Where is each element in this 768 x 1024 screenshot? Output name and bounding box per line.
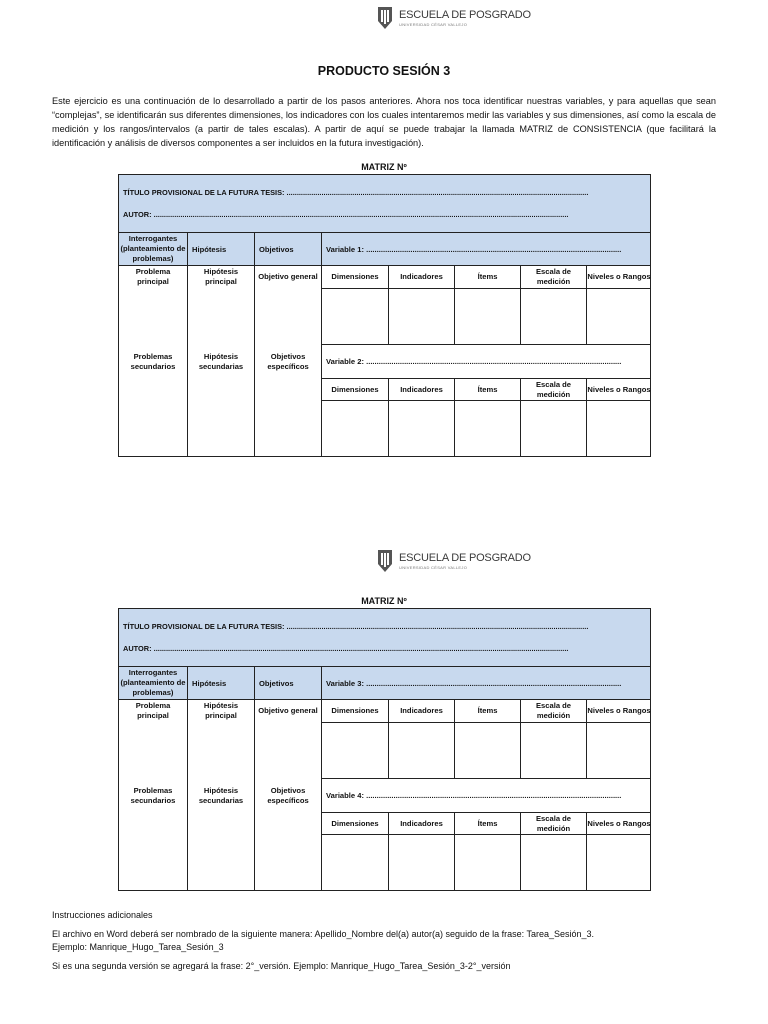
col-header-objetivos: Objetivos	[254, 232, 321, 266]
left-col-objetivos	[254, 266, 321, 456]
sub-header-dimensiones: Dimensiones	[331, 272, 379, 281]
col-header-hipotesis: Hipótesis	[187, 232, 254, 266]
sub-header-items: Ítems	[454, 378, 520, 400]
data-cell[interactable]	[388, 722, 454, 778]
data-cell[interactable]	[586, 400, 651, 456]
sub-header-escala: Escala de medición	[520, 378, 586, 400]
variable-b-field[interactable]: Variable 2: .........................................................................................................................	[322, 344, 651, 378]
logo-name: ESCUELA DE POSGRADO	[399, 8, 531, 21]
matrix-header-box	[119, 175, 650, 232]
sub-header-items: Ítems	[454, 266, 520, 288]
variable-b-field[interactable]: Variable 4: .........................................................................................................................	[322, 778, 651, 812]
variable-a-field[interactable]: Variable 1: .........................................................................................................................	[321, 232, 650, 266]
left-col-hipotesis	[187, 700, 254, 890]
sub-header-escala: Escala de medición	[520, 700, 586, 722]
shield-icon	[377, 549, 393, 573]
data-cell[interactable]	[520, 834, 586, 890]
data-cell[interactable]	[388, 288, 454, 344]
sub-header-niveles: Niveles o Rangos	[586, 812, 651, 834]
school-logo	[377, 549, 531, 573]
data-cell[interactable]	[454, 834, 520, 890]
matrix-label: MATRIZ Nº	[361, 162, 407, 172]
data-cell[interactable]	[322, 400, 388, 456]
hipotesis-principal-label: Hipótesis principal	[203, 701, 239, 720]
data-cell[interactable]	[454, 288, 520, 344]
left-col-problemas	[119, 266, 187, 456]
sub-header-indicadores: Indicadores	[388, 378, 454, 400]
data-cell[interactable]	[520, 400, 586, 456]
instructions-heading: Instrucciones adicionales	[52, 910, 153, 920]
thesis-title-field[interactable]: TÍTULO PROVISIONAL DE LA FUTURA TESIS: ...................................................................................................................................................	[123, 188, 589, 197]
problema-principal-label: Problema principal	[135, 701, 171, 720]
intro-paragraph: Este ejercicio es una continuación de lo desarrollado a partir de los pasos anteriores. Ahora nos toca identificar nuestras variables, y para aquellas que sean “complejas”, se identificarán sus diferentes dimensiones, los indicadores con los cuales intentaremos medir las variables y sus dimensiones, así como la escala de medición y los rangos/intervalos (a partir de tales escalas). A partir de aquí se puede trabajar la llamada MATRIZ de CONSISTENCIA (que facilitará la identificación y análisis de diversos componentes a ser incluidos en la futura investigación).	[52, 96, 716, 148]
sub-header-dimensiones: Dimensiones	[331, 706, 379, 715]
variable-a-field[interactable]: Variable 3: .........................................................................................................................	[321, 666, 650, 700]
hipotesis-principal-label: Hipótesis principal	[203, 267, 239, 286]
col-header-interrogantes: Interrogantes (planteamiento de problemas)	[119, 232, 187, 266]
hipotesis-secundarias-label: Hipótesis secundarias	[198, 786, 244, 805]
consistency-matrix	[118, 608, 651, 891]
logo-name: ESCUELA DE POSGRADO	[399, 551, 531, 564]
left-col-problemas	[119, 700, 187, 890]
sub-header-items: Ítems	[454, 812, 520, 834]
sub-header-indicadores: Indicadores	[388, 812, 454, 834]
sub-header-escala: Escala de medición	[520, 812, 586, 834]
col-header-objetivos: Objetivos	[254, 666, 321, 700]
data-cell[interactable]	[322, 722, 388, 778]
page-title: PRODUCTO SESIÓN 3	[317, 64, 451, 78]
data-cell[interactable]	[586, 288, 651, 344]
data-cell[interactable]	[454, 400, 520, 456]
data-cell[interactable]	[520, 288, 586, 344]
data-cell[interactable]	[388, 834, 454, 890]
data-cell[interactable]	[388, 400, 454, 456]
objetivo-general-label: Objetivo general	[258, 706, 318, 715]
variables-block	[321, 700, 650, 890]
data-cell[interactable]	[520, 722, 586, 778]
school-logo	[377, 6, 531, 30]
problemas-secundarios-label: Problemas secundarios	[130, 786, 176, 805]
data-cell[interactable]	[586, 722, 651, 778]
instructions-line-2: Ejemplo: Manrique_Hugo_Tarea_Sesión_3	[52, 942, 224, 952]
instructions-line-3: Si es una segunda versión se agregará la frase: 2°_versión. Ejemplo: Manrique_Hugo_Tarea_Sesión_3-2°_versión	[52, 961, 511, 971]
col-header-interrogantes: Interrogantes (planteamiento de problemas)	[119, 666, 187, 700]
objetivos-especificos-label: Objetivos específicos	[267, 352, 309, 371]
variables-block	[321, 266, 650, 456]
instructions-line-1: El archivo en Word deberá ser nombrado de la siguiente manera: Apellido_Nombre del(a) autor(a) seguido de la frase: Tarea_Sesión_3.	[52, 929, 594, 939]
author-field[interactable]: AUTOR: ..........................................................................................................................................................................................................	[123, 644, 569, 653]
sub-header-niveles: Niveles o Rangos	[586, 266, 651, 288]
author-field[interactable]: AUTOR: ..........................................................................................................................................................................................................	[123, 210, 569, 219]
col-header-hipotesis: Hipótesis	[187, 666, 254, 700]
objetivos-especificos-label: Objetivos específicos	[267, 786, 309, 805]
logo-subtitle: UNIVERSIDAD CÉSAR VALLEJO	[399, 21, 468, 27]
sub-header-dimensiones: Dimensiones	[322, 378, 388, 400]
shield-icon	[377, 6, 393, 30]
sub-header-indicadores: Indicadores	[388, 266, 454, 288]
left-col-hipotesis	[187, 266, 254, 456]
thesis-title-field[interactable]: TÍTULO PROVISIONAL DE LA FUTURA TESIS: ...................................................................................................................................................	[123, 622, 589, 631]
data-cell[interactable]	[322, 834, 388, 890]
sub-header-dimensiones: Dimensiones	[322, 812, 388, 834]
data-cell[interactable]	[454, 722, 520, 778]
sub-header-items: Ítems	[454, 700, 520, 722]
left-col-objetivos	[254, 700, 321, 890]
logo-subtitle: UNIVERSIDAD CÉSAR VALLEJO	[399, 564, 468, 570]
matrix-header-box	[119, 609, 650, 666]
data-cell[interactable]	[586, 834, 651, 890]
hipotesis-secundarias-label: Hipótesis secundarias	[198, 352, 244, 371]
data-cell[interactable]	[322, 288, 388, 344]
problema-principal-label: Problema principal	[135, 267, 171, 286]
sub-header-indicadores: Indicadores	[388, 700, 454, 722]
problemas-secundarios-label: Problemas secundarios	[130, 352, 176, 371]
objetivo-general-label: Objetivo general	[258, 272, 318, 281]
sub-header-niveles: Niveles o Rangos	[586, 378, 651, 400]
matrix-label: MATRIZ Nº	[361, 596, 407, 606]
sub-header-escala: Escala de medición	[520, 266, 586, 288]
consistency-matrix	[118, 174, 651, 457]
sub-header-niveles: Niveles o Rangos	[586, 700, 651, 722]
